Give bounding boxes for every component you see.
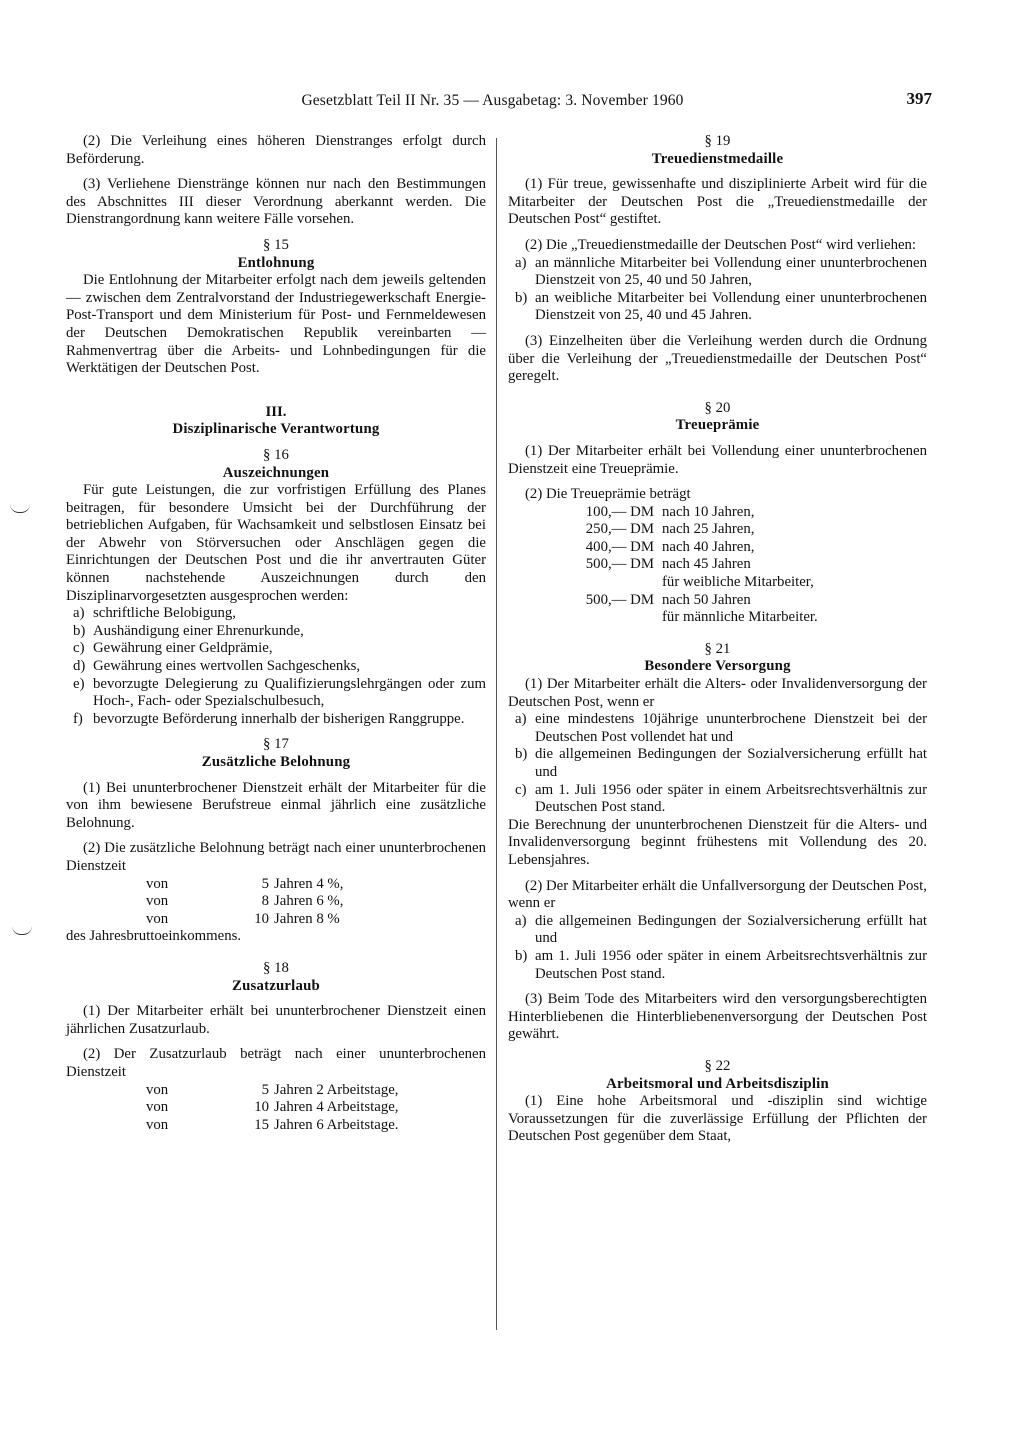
section-title: Treueprämie (675, 417, 760, 434)
list-item-label: e) (73, 675, 85, 692)
paragraph: Die Berechnung der ununterbrochenen Dienstzeit für die Alters- und Invalidenversorgung beginnt frühestens mit Vollendung des 20. Lebensjahres. (508, 816, 927, 868)
list-item (508, 290, 927, 325)
list-item-text: am 1. Juli 1956 oder später in einem Arbeitsrechtsverhältnis zur Deutschen Post stand. (535, 947, 927, 982)
premium-row (568, 521, 927, 539)
paragraph: (2) Der Zusatzurlaub beträgt nach einer ununterbrochenen Dienstzeit (66, 1046, 486, 1080)
rate-prefix: von (146, 875, 169, 892)
list-item-label: a) (73, 605, 85, 622)
premium-note: für weibliche Mitarbeiter, (662, 574, 814, 591)
list-item (66, 676, 486, 711)
rate-prefix: von (146, 1116, 169, 1133)
rate-value: Jahren 4 Arbeitstage, (274, 1099, 399, 1116)
list-item-label: a) (515, 711, 527, 728)
rate-table (66, 876, 486, 929)
paragraph: (1) Der Mitarbeiter erhält die Alters- oder Invalidenversorgung der Deutschen Post, wenn er (508, 676, 927, 710)
list-item-label: b) (515, 947, 528, 964)
paragraph: Für gute Leistungen, die zur vorfristigen Erfüllung des Planes beitragen, für besondere Umsicht bei der Durchführung der betrieblichen Aufgaben, für Wachsamkeit und selbstlosen Einsatz bei der Abwehr von Störversuchen oder Anschlägen gegen die Einrichtungen der Deutschen Post und die ihr anvertrauten Güter können nachstehende Auszeichnungen durch den Disziplinarvorgesetzten ausgesprochen werden: (66, 482, 486, 604)
premium-amount: 500,— DM (585, 591, 654, 608)
list-item-label: f) (73, 710, 83, 727)
premium-amount: 250,— DM (585, 521, 654, 538)
premium-condition: nach 25 Jahren, (662, 521, 755, 538)
premium-row (568, 592, 927, 610)
column-divider (496, 138, 497, 1330)
list-item-text: an weibliche Mitarbeiter bei Vollendung einer ununterbrochenen Dienstzeit von 25, 40 und 45 Jahren. (535, 289, 927, 324)
premium-condition: nach 45 Jahren (662, 556, 751, 573)
paragraph: (1) Bei ununterbrochener Dienstzeit erhält der Mitarbeiter für die von ihm bewiesene Berufstreue einmal jährlich eine zusätzliche Belohnung. (66, 779, 486, 831)
list-item-text: die allgemeinen Bedingungen der Sozialversicherung erfüllt hat und (535, 746, 927, 780)
paragraph: (1) Eine hohe Arbeitsmoral und -disziplin sind wichtige Voraussetzungen für die zuverlässige Erfüllung der Pflichten der Deutschen Post gegenüber dem Staat, (508, 1093, 927, 1145)
premium-amount: 500,— DM (585, 556, 654, 573)
premium-condition: nach 50 Jahren (662, 591, 751, 608)
premium-table (508, 504, 927, 627)
section-number: § 19 (704, 133, 731, 149)
list-item (508, 913, 927, 948)
section-title: Entlohnung (237, 254, 315, 271)
rate-years: 15 (254, 1116, 269, 1133)
premium-condition: nach 40 Jahren, (662, 538, 755, 555)
rate-years: 8 (261, 893, 269, 910)
paragraph: (2) Der Mitarbeiter erhält die Unfallversorgung der Deutschen Post, wenn er (508, 877, 927, 912)
section-number: § 22 (704, 1057, 731, 1074)
rate-value: Jahren 6 Arbeitstage. (274, 1116, 399, 1133)
rate-row (146, 1082, 486, 1100)
rate-row (146, 893, 486, 911)
rate-table (66, 1082, 486, 1135)
rate-row (146, 876, 486, 894)
section-number: § 15 (263, 236, 289, 253)
rate-row (146, 1099, 486, 1117)
list-item-text: die allgemeinen Bedingungen der Sozialversicherung erfüllt hat und (535, 912, 927, 947)
list-item-label: a) (515, 254, 527, 271)
rate-prefix: von (146, 910, 169, 927)
paragraph: (1) Der Mitarbeiter erhält bei ununterbrochener Dienstzeit einen jährlichen Zusatzurlaub. (66, 1003, 486, 1037)
left-column (66, 133, 486, 1134)
list-item-label: a) (515, 912, 527, 929)
list-item-label: b) (515, 746, 528, 763)
list-item (66, 658, 486, 676)
list-item (508, 711, 927, 746)
rate-years: 10 (254, 1099, 269, 1116)
paragraph: (3) Verliehene Dienstränge können nur nach den Bestimmungen des Abschnittes III dieser Verordnung aberkannt werden. Die Dienstrangordnung kann weitere Fälle vorsehen. (66, 176, 486, 228)
paragraph: (2) Die Treueprämie beträgt (525, 486, 691, 503)
rate-prefix: von (146, 1081, 169, 1098)
list-item (66, 711, 486, 729)
list-item-label: b) (515, 289, 528, 306)
section-number: § 16 (263, 446, 289, 463)
premium-amount: 100,— DM (585, 503, 654, 520)
enumeration-list (508, 913, 927, 983)
rate-years: 5 (261, 875, 269, 892)
enumeration-list (66, 605, 486, 728)
premium-note: für männliche Mitarbeiter. (662, 609, 818, 626)
list-item-text: Aushändigung einer Ehrenurkunde, (93, 622, 304, 639)
premium-condition: nach 10 Jahren, (662, 503, 755, 520)
section-number: § 17 (263, 736, 289, 753)
rate-value: Jahren 8 % (274, 910, 340, 927)
list-item-text: bevorzugte Delegierung zu Qualifizierungslehrgängen oder zum Hoch-, Fach- oder Spezialschulbesuch, (93, 675, 486, 710)
list-item-label: b) (73, 622, 86, 639)
paragraph: (1) Der Mitarbeiter erhält bei Vollendung einer ununterbrochenen Dienstzeit eine Treueprämie. (508, 442, 927, 477)
section-title: Besondere Versorgung (644, 658, 791, 675)
section-title: Auszeichnungen (222, 464, 330, 481)
list-item (508, 948, 927, 983)
paragraph: (3) Beim Tode des Mitarbeiters wird den versorgungsberechtigten Hinterbliebenen die Hinterbliebenenversorgung der Deutschen Post gewährt. (508, 991, 927, 1043)
part-title: Disziplinarische Verantwortung (172, 421, 380, 438)
rate-value: Jahren 4 %, (274, 875, 344, 892)
premium-row (568, 556, 927, 574)
list-item-text: schriftliche Belobigung, (93, 605, 237, 622)
premium-amount: 400,— DM (585, 538, 654, 555)
section-title: Zusätzliche Belohnung (201, 754, 351, 770)
list-item-text: Gewährung eines wertvollen Sachgeschenks, (93, 658, 361, 675)
list-item-text: bevorzugte Beförderung innerhalb der bisherigen Ranggruppe. (93, 710, 465, 727)
enumeration-list (508, 711, 927, 817)
rate-value: Jahren 6 %, (274, 893, 344, 910)
margin-mark (10, 504, 30, 513)
rate-value: Jahren 2 Arbeitstage, (274, 1081, 399, 1098)
paragraph: Die Entlohnung der Mitarbeiter erfolgt nach dem jeweils geltenden — zwischen dem Zentralvorstand der Industriegewerkschaft Energie-Post-Transport und dem Ministerium für Post- und Fernmeldewesen der Deutschen Demokratischen Republik vereinbarten — Rahmenvertrag über die Arbeits- und Lohnbedingungen für die Werktätigen der Deutschen Post. (66, 272, 486, 377)
paragraph: (3) Einzelheiten über die Verleihung werden durch die Ordnung über die Verleihung der „Treuedienstmedaille der Deutschen Post“ geregelt. (508, 332, 927, 385)
margin-mark (12, 926, 32, 935)
rate-years: 5 (261, 1081, 269, 1098)
part-number: III. (265, 403, 287, 420)
enumeration-list (508, 255, 927, 325)
page-header: Gesetzblatt Teil II Nr. 35 — Ausgabetag: 3. November 1960 (301, 92, 684, 109)
section-number: § 21 (704, 640, 731, 657)
list-item (66, 640, 486, 658)
list-item (508, 746, 927, 781)
page-number: 397 (906, 89, 932, 108)
rate-years: 10 (254, 910, 269, 927)
list-item-label: c) (73, 640, 85, 657)
list-item (66, 623, 486, 641)
list-item-text: Gewährung einer Geldprämie, (93, 640, 273, 657)
list-item-text: eine mindestens 10jährige ununterbrochene Dienstzeit bei der Deutschen Post vollendet hat und (535, 711, 927, 745)
section-title: Zusatzurlaub (232, 977, 320, 994)
paragraph: (1) Für treue, gewissenhafte und disziplinierte Arbeit wird für die Mitarbeiter der Deutschen Post die „Treuedienstmedaille der Deutschen Post“ gestiftet. (508, 176, 927, 228)
rate-prefix: von (146, 893, 169, 910)
rate-prefix: von (146, 1099, 169, 1116)
list-item-text: am 1. Juli 1956 oder später in einem Arbeitsrechtsverhältnis zur Deutschen Post stand. (535, 781, 927, 816)
paragraph: (2) Die zusätzliche Belohnung beträgt nach einer ununterbrochenen Dienstzeit (66, 840, 486, 874)
list-item (508, 782, 927, 817)
section-number: § 20 (704, 399, 731, 416)
paragraph: des Jahresbruttoeinkommens. (66, 928, 242, 945)
premium-row (568, 539, 927, 557)
list-item-label: c) (515, 781, 527, 798)
right-column (508, 133, 927, 1146)
list-item (66, 605, 486, 623)
rate-row (146, 911, 486, 929)
section-title: Arbeitsmoral und Arbeitsdisziplin (606, 1075, 829, 1092)
paragraph: (2) Die „Treuedienstmedaille der Deutschen Post“ wird verliehen: (525, 236, 917, 253)
list-item-label: d) (73, 658, 86, 675)
section-number: § 18 (263, 959, 289, 976)
section-title: Treuedienstmedaille (651, 150, 784, 167)
rate-row (146, 1117, 486, 1135)
premium-row (568, 504, 927, 522)
paragraph: (2) Die Verleihung eines höheren Dienstranges erfolgt durch Beförderung. (66, 133, 486, 167)
list-item-text: an männliche Mitarbeiter bei Vollendung einer ununterbrochenen Dienstzeit von 25, 40 und 50 Jahren, (535, 254, 927, 289)
list-item (508, 255, 927, 290)
